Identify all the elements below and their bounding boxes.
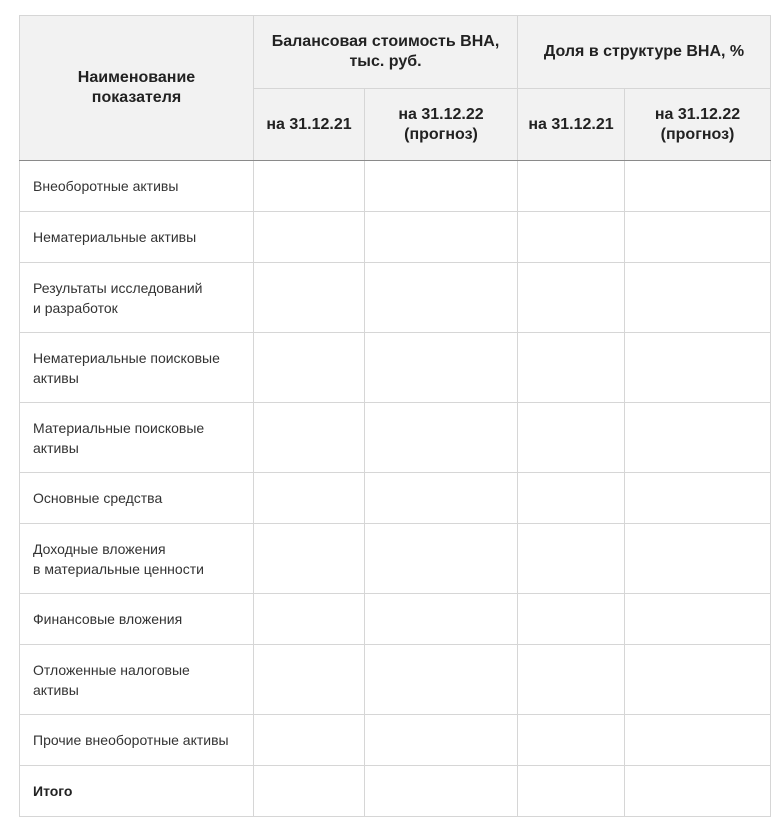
cell-balance-2022	[365, 263, 518, 333]
cell-share-2021	[518, 524, 625, 594]
cell-balance-2022	[365, 161, 518, 212]
cell-share-2022	[625, 212, 771, 263]
table-row	[20, 263, 771, 333]
table-row-total	[20, 766, 771, 817]
cell-balance-2022	[365, 333, 518, 403]
row-label: Прочие внеоборотные активы	[20, 715, 254, 766]
cell-balance-2021	[254, 766, 365, 817]
cell-share-2021	[518, 212, 625, 263]
cell-share-2021	[518, 333, 625, 403]
table-row	[20, 645, 771, 715]
cell-share-2021	[518, 473, 625, 524]
cell-balance-2021	[254, 333, 365, 403]
column-header-name: Наименование показателя	[20, 16, 254, 161]
assets-structure-table	[19, 15, 771, 817]
cell-balance-2022	[365, 524, 518, 594]
column-group-structure-share: Доля в структуре ВНА, %	[518, 16, 771, 89]
row-label: Материальные поисковые активы	[20, 403, 254, 473]
table-row	[20, 333, 771, 403]
cell-balance-2021	[254, 403, 365, 473]
cell-balance-2022	[365, 715, 518, 766]
cell-balance-2021	[254, 473, 365, 524]
row-label: Основные средства	[20, 473, 254, 524]
cell-balance-2022	[365, 645, 518, 715]
cell-share-2022	[625, 473, 771, 524]
cell-share-2021	[518, 161, 625, 212]
cell-share-2022	[625, 715, 771, 766]
cell-share-2022	[625, 161, 771, 212]
cell-balance-2022	[365, 473, 518, 524]
cell-balance-2021	[254, 524, 365, 594]
cell-balance-2021	[254, 212, 365, 263]
row-label: Внеоборотные активы	[20, 161, 254, 212]
cell-share-2021	[518, 594, 625, 645]
cell-balance-2021	[254, 645, 365, 715]
row-label: Нематериальные поисковые активы	[20, 333, 254, 403]
cell-balance-2022	[365, 403, 518, 473]
column-group-balance-value: Балансовая стоимость ВНА, тыс. руб.	[254, 16, 518, 89]
cell-share-2022	[625, 645, 771, 715]
cell-balance-2022	[365, 212, 518, 263]
column-header-share-2022-forecast: на 31.12.22 (прогноз)	[625, 89, 771, 161]
cell-share-2022	[625, 594, 771, 645]
column-header-share-2021: на 31.12.21	[518, 89, 625, 161]
column-header-balance-2022-forecast: на 31.12.22 (прогноз)	[365, 89, 518, 161]
cell-share-2021	[518, 403, 625, 473]
table-row	[20, 161, 771, 212]
cell-balance-2021	[254, 715, 365, 766]
cell-share-2021	[518, 715, 625, 766]
cell-balance-2021	[254, 594, 365, 645]
cell-share-2021	[518, 263, 625, 333]
row-label: Доходные вложения в материальные ценности	[20, 524, 254, 594]
row-label: Отложенные налоговые активы	[20, 645, 254, 715]
cell-balance-2022	[365, 594, 518, 645]
cell-share-2022	[625, 766, 771, 817]
column-header-balance-2021: на 31.12.21	[254, 89, 365, 161]
row-label-total: Итого	[20, 766, 254, 817]
table-header	[20, 16, 771, 161]
table-body	[20, 161, 771, 817]
cell-share-2022	[625, 524, 771, 594]
cell-share-2021	[518, 766, 625, 817]
cell-balance-2022	[365, 766, 518, 817]
row-label: Результаты исследований и разработок	[20, 263, 254, 333]
cell-balance-2021	[254, 263, 365, 333]
table-row	[20, 715, 771, 766]
row-label: Финансовые вложения	[20, 594, 254, 645]
table-row	[20, 524, 771, 594]
table-row	[20, 594, 771, 645]
table-row	[20, 473, 771, 524]
cell-share-2022	[625, 403, 771, 473]
cell-share-2022	[625, 263, 771, 333]
table-row	[20, 212, 771, 263]
cell-share-2021	[518, 645, 625, 715]
cell-balance-2021	[254, 161, 365, 212]
row-label: Нематериальные активы	[20, 212, 254, 263]
cell-share-2022	[625, 333, 771, 403]
table-row	[20, 403, 771, 473]
